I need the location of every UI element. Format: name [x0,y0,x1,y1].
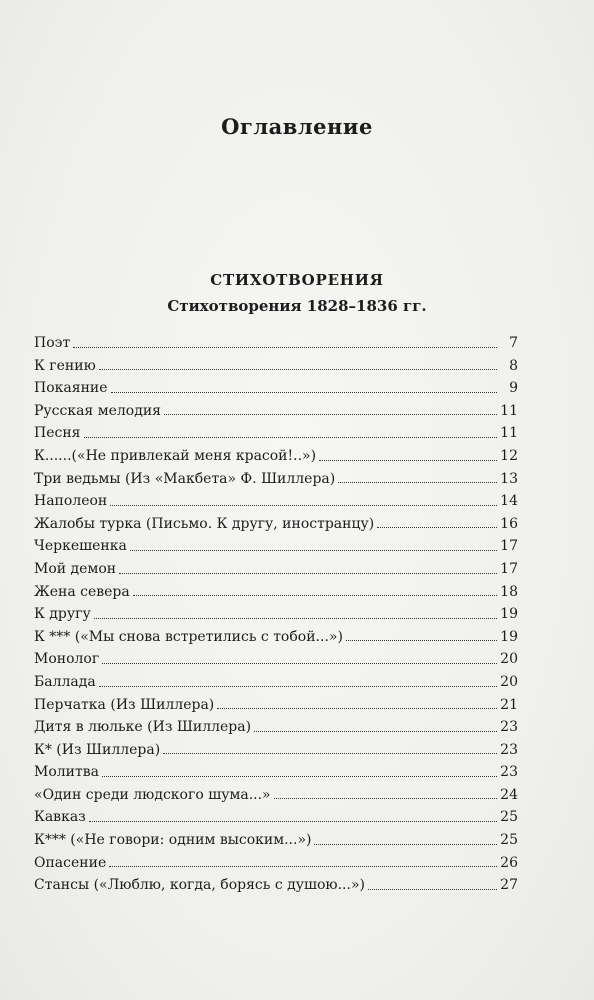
toc-entry-page-number: 11 [500,402,518,419]
toc-entry [34,332,518,355]
toc-entry-title: Покаяние [34,380,108,397]
toc-entry [34,716,518,739]
dot-leader [119,572,497,574]
dot-leader [314,843,497,845]
toc-entry-title: «Один среди людского шума...» [34,786,271,803]
dot-leader [99,685,497,687]
toc-entry-title: Поэт [34,335,71,351]
dot-leader [368,888,497,890]
toc-entry-title: К*** («Не говори: одним высоким...») [34,832,312,849]
toc-entry-title: К *** («Мы снова встретились с тобой...») [34,628,343,645]
toc-entry-page-number: 23 [500,719,518,736]
dot-leader [111,391,497,393]
toc-entry-page-number: 23 [500,764,518,781]
toc-entry-title: Черкешенка [34,538,127,555]
toc-entry-title: К гению [34,357,96,374]
toc-entry [34,490,518,513]
dot-leader [254,730,497,732]
toc-entry-page-number: 16 [500,515,518,532]
dot-leader [319,459,497,461]
dot-leader [217,707,497,709]
subsection-title: Стихотворения 1828–1836 гг. [167,297,427,315]
toc-entry [34,377,518,400]
toc-entry-title: Баллада [34,673,96,690]
toc-entry [34,626,518,649]
toc-entry-title: Жена севера [34,583,130,600]
section-title: СТИХОТВОРЕНИЯ [210,271,384,289]
toc-entry-page-number: 19 [500,606,518,623]
toc-entry-page-number: 20 [500,651,518,668]
toc-entry-page-number: 17 [500,538,518,555]
toc-entry-page-number: 21 [500,696,518,713]
dot-leader [130,549,497,551]
table-of-contents [34,332,518,897]
toc-entry [34,829,518,852]
dot-leader [84,436,498,438]
toc-entry-page-number: 8 [509,357,518,374]
dot-leader [274,797,497,799]
toc-entry-title: Кавказ [34,809,86,826]
toc-entry-page-number: 25 [500,809,518,826]
toc-entry-title: Жалобы турка (Письмо. К другу, иностранцу) [34,515,375,532]
toc-entry [34,852,518,875]
toc-entry [34,739,518,762]
toc-entry-page-number: 26 [500,854,518,871]
page-title: Оглавление [221,114,373,139]
toc-entry-page-number: 18 [500,583,518,600]
dot-leader [102,662,497,664]
toc-entry [34,671,518,694]
dot-leader [163,752,497,754]
toc-entry-page-number: 24 [500,786,518,803]
toc-entry [34,468,518,491]
dot-leader [94,617,497,619]
toc-entry [34,784,518,807]
toc-entry [34,422,518,445]
toc-entry-title: Молитва [34,764,99,781]
toc-entry-title: Стансы («Люблю, когда, борясь с душою...») [34,877,365,894]
toc-entry [34,603,518,626]
toc-entry [34,874,518,897]
toc-entry [34,694,518,717]
toc-entry-title: Опасение [34,854,107,871]
toc-entry-title: Монолог [34,651,100,668]
toc-entry-title: Три ведьмы (Из «Макбета» Ф. Шиллера) [34,470,336,487]
toc-entry [34,648,518,671]
toc-entry [34,400,518,423]
toc-entry-page-number: 9 [509,380,518,397]
toc-entry [34,355,518,378]
dot-leader [73,346,497,348]
toc-entry-page-number: 17 [500,560,518,577]
toc-entry-title: Наполеон [34,493,108,510]
toc-entry-title: К другу [34,606,91,623]
toc-entry-page-number: 13 [500,470,518,487]
toc-entry-page-number: 23 [500,741,518,758]
toc-entry [34,581,518,604]
toc-entry-title: Дитя в люльке (Из Шиллера) [34,719,252,736]
toc-entry-title: Мой демон [34,560,117,577]
toc-entry-page-number: 20 [500,673,518,690]
toc-entry-page-number: 7 [509,335,518,351]
dot-leader [109,865,497,867]
toc-entry [34,513,518,536]
toc-entry [34,761,518,784]
toc-entry [34,535,518,558]
dot-leader [110,504,497,506]
toc-entry [34,558,518,581]
dot-leader [102,775,497,777]
toc-entry-title: Русская мелодия [34,402,161,419]
toc-entry-title: Перчатка (Из Шиллера) [34,696,215,713]
dot-leader [164,413,497,415]
toc-entry-title: К* (Из Шиллера) [34,741,161,758]
toc-entry-page-number: 12 [500,447,518,464]
toc-entry-title: К......(«Не привлекай меня красой!..») [34,447,317,464]
dot-leader [338,481,497,483]
dot-leader [99,368,497,370]
dot-leader [89,820,497,822]
toc-entry-page-number: 19 [500,628,518,645]
toc-entry-title: Песня [34,425,81,442]
dot-leader [346,639,497,641]
toc-entry-page-number: 25 [500,832,518,849]
toc-entry [34,445,518,468]
toc-entry-page-number: 11 [500,425,518,442]
toc-entry-page-number: 14 [500,493,518,510]
toc-entry-page-number: 27 [500,877,518,894]
dot-leader [377,526,497,528]
toc-entry [34,806,518,829]
dot-leader [133,594,497,596]
